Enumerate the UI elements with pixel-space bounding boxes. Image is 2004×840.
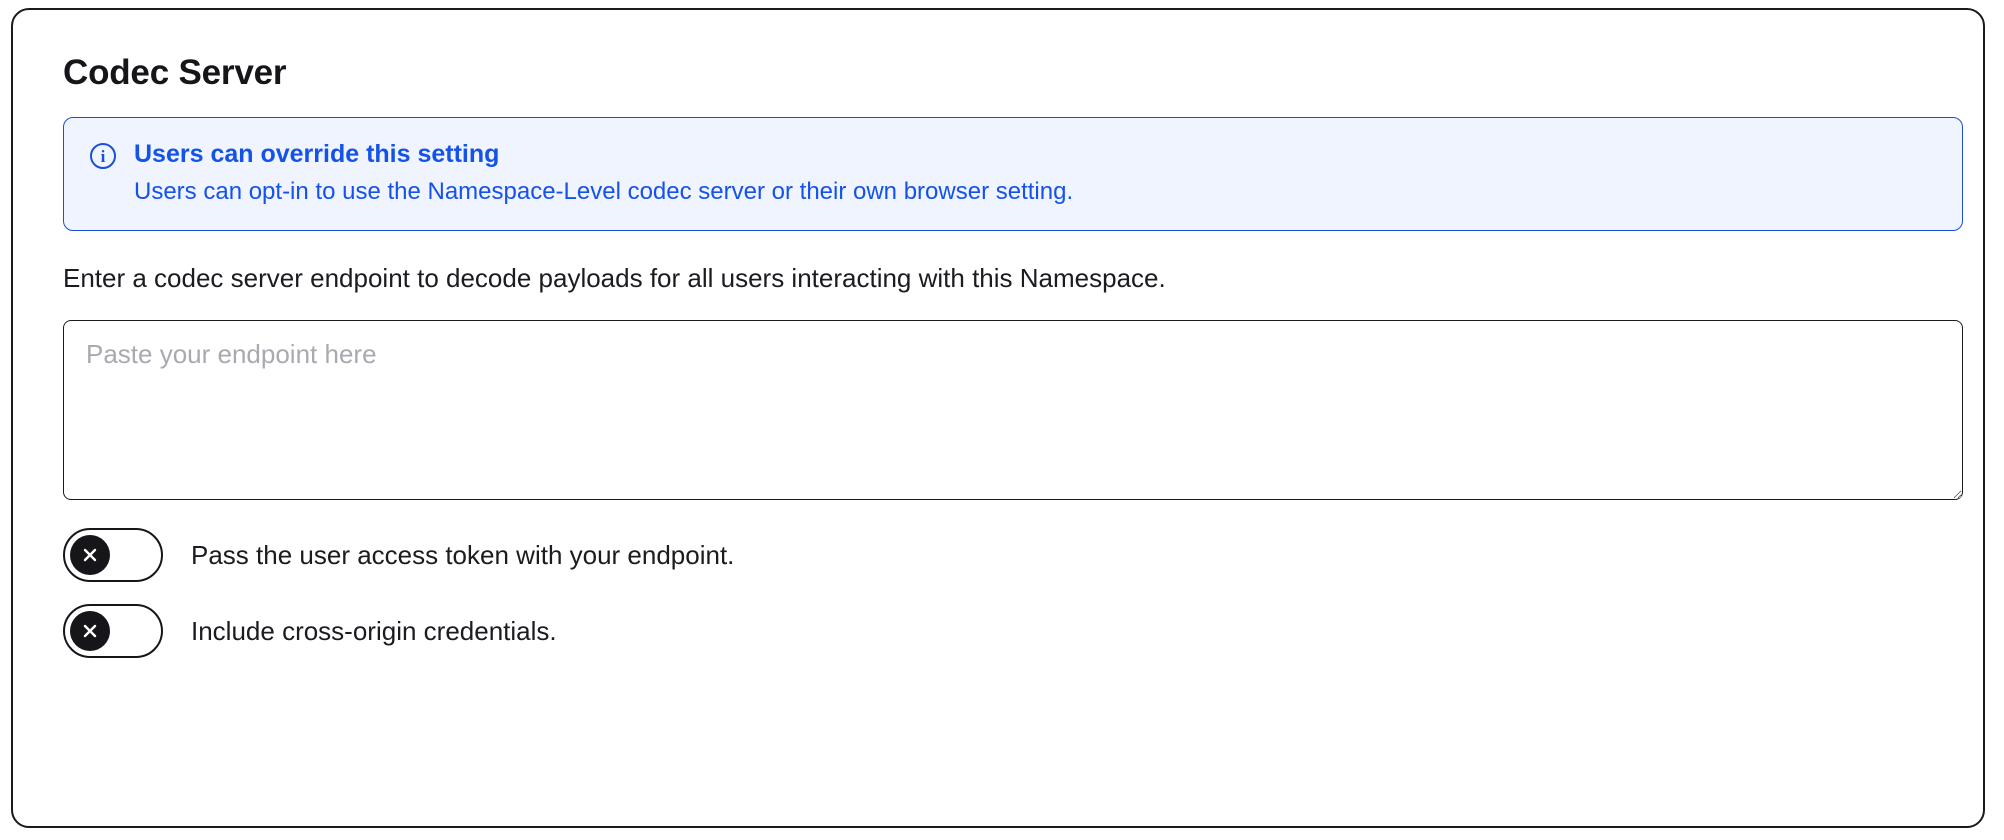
callout-title: Users can override this setting: [134, 140, 500, 168]
description-text: Enter a codec server endpoint to decode payloads for all users interacting with this Namespace.: [63, 263, 1166, 293]
callout-text: [134, 140, 1073, 206]
x-icon: [70, 535, 110, 575]
include-cross-origin-credentials-label: Include cross-origin credentials.: [191, 615, 557, 646]
pass-access-token-toggle[interactable]: [63, 528, 163, 582]
info-circle-icon: i: [90, 143, 116, 169]
x-icon: [70, 611, 110, 651]
codec-endpoint-input[interactable]: [63, 320, 1963, 500]
override-notice-callout: [63, 117, 1963, 231]
include-cross-origin-credentials-toggle[interactable]: [63, 604, 163, 658]
codec-server-panel: [11, 8, 1985, 828]
page-title: Codec Server: [63, 53, 287, 92]
cross-origin-toggle-row: [63, 604, 1945, 658]
access-token-toggle-row: [63, 528, 1945, 582]
callout-body: Users can opt-in to use the Namespace-Level codec server or their own browser setting.: [134, 178, 1074, 205]
pass-access-token-label: Pass the user access token with your endpoint.: [191, 539, 735, 570]
